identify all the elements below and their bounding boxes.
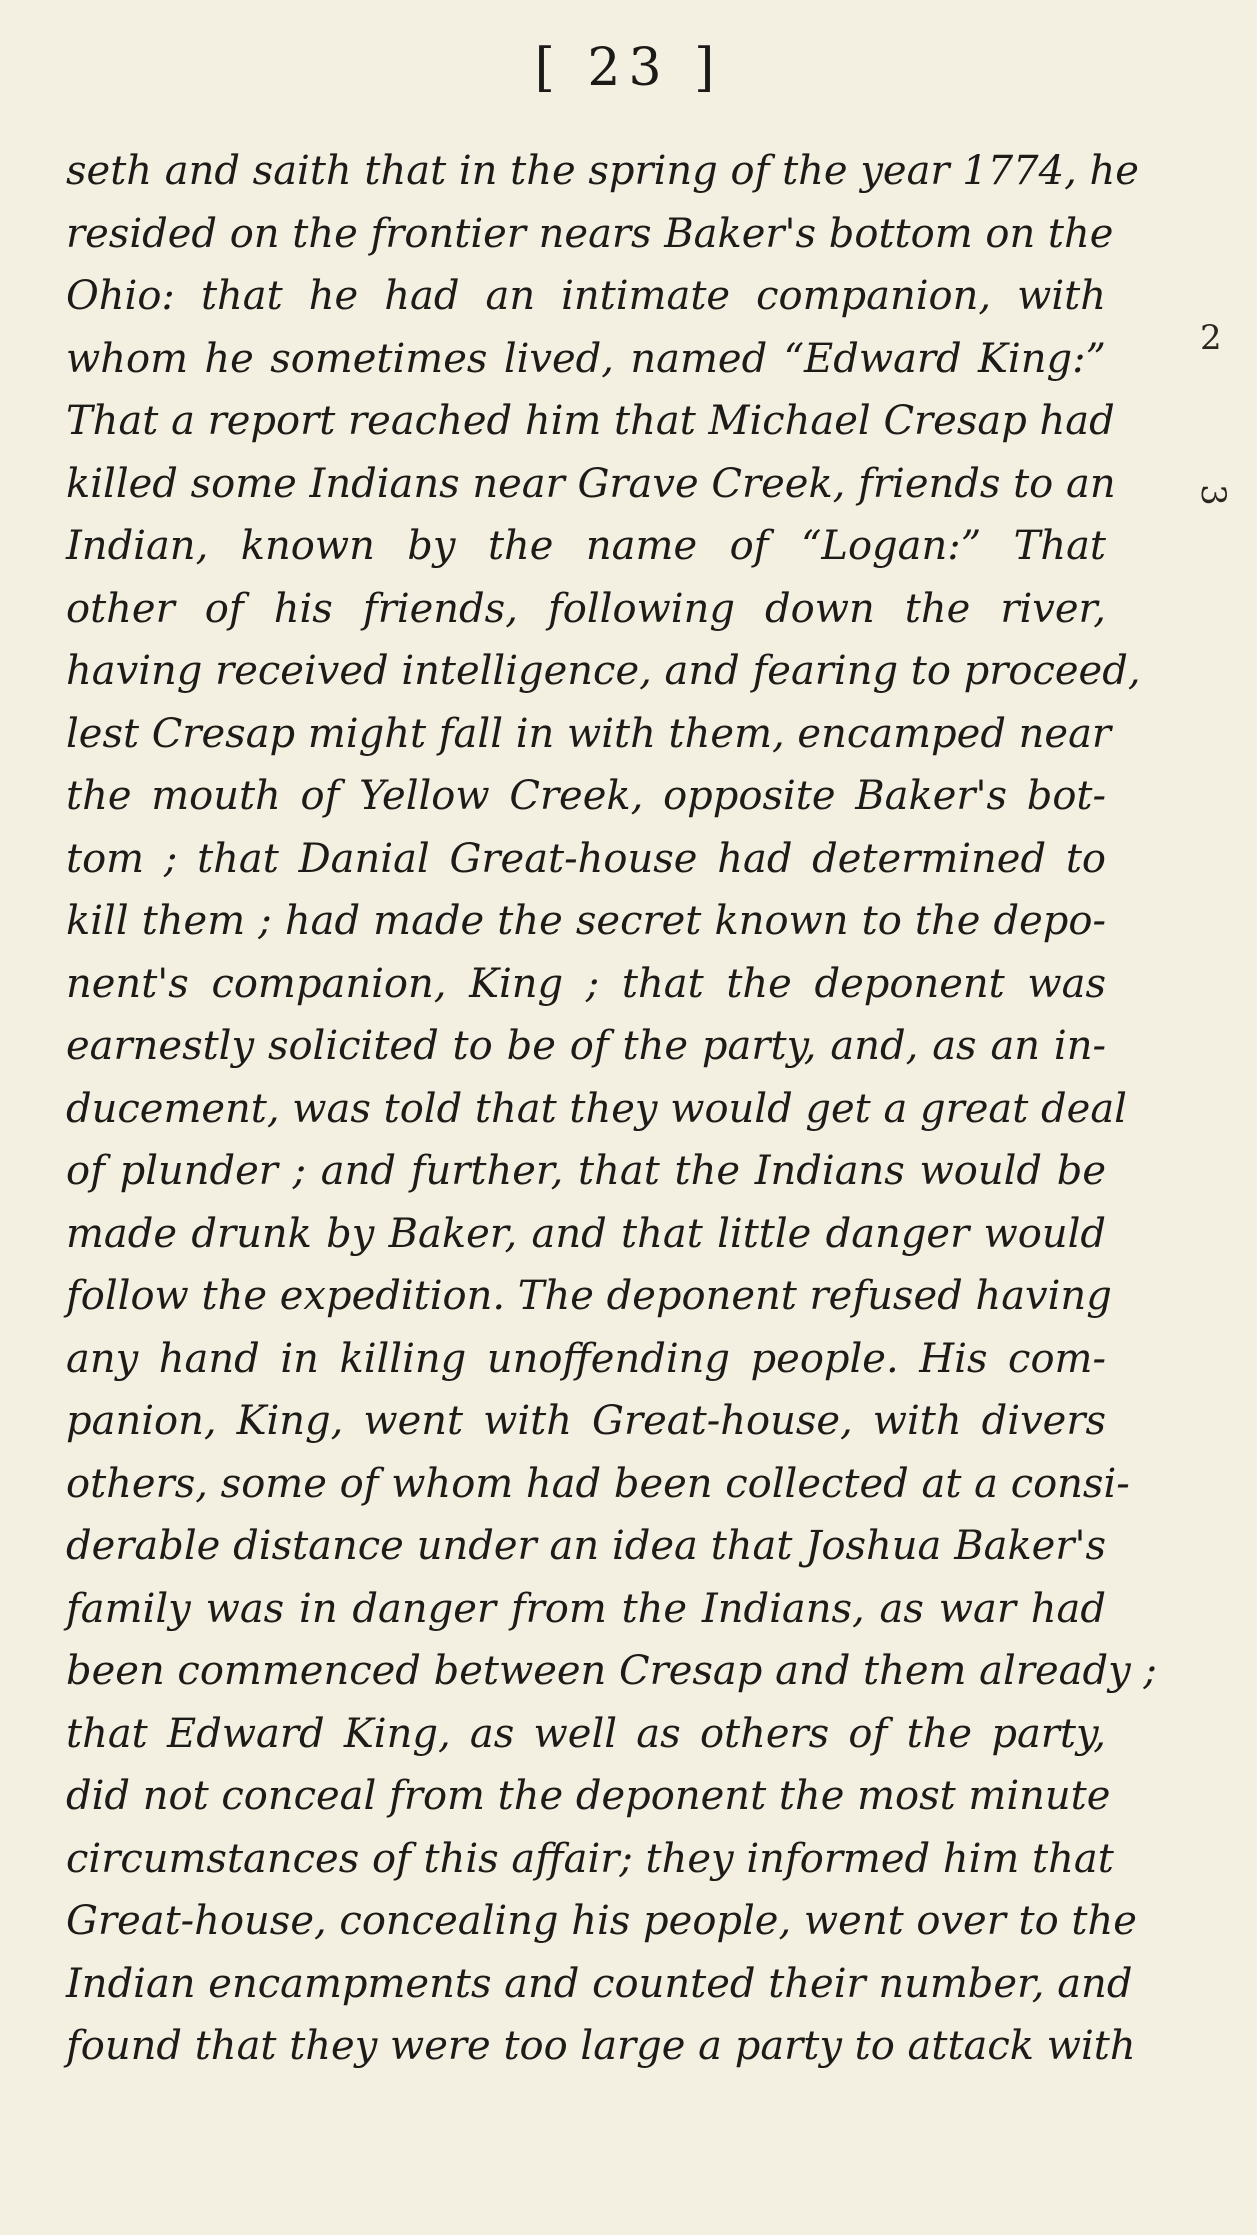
text-line: panion, King, went with Great-house, with divers (66, 1398, 1106, 1444)
text-line: ducement, was told that they would get a great deal (66, 1085, 1127, 1132)
text-line: been commenced between Cresap and them already ; (66, 1648, 1157, 1694)
text-line: did not conceal from the deponent the most minute (66, 1773, 1111, 1819)
text-line: found that they were too large a party to attack with (66, 2023, 1136, 2069)
margin-note-3: 3 (1192, 484, 1233, 506)
text-line: Ohio: that he had an intimate companion, with (66, 273, 1106, 319)
text-line: others, some of whom had been collected at a consi- (66, 1460, 1130, 1507)
text-line: earnestly solicited to be of the party, and, as an in- (66, 1023, 1106, 1069)
text-line: made drunk by Baker, and that little danger would (66, 1210, 1106, 1257)
text-line: other of his friends, following down the river, (66, 585, 1106, 632)
text-line: resided on the frontier nears Baker's bottom on the (66, 210, 1114, 257)
text-line: of plunder ; and further, that the Indians would be (66, 1148, 1106, 1194)
text-line: seth and saith that in the spring of the year 1774, he (66, 148, 1139, 194)
text-line: Great-house, concealing his people, went over to the (66, 1898, 1137, 1944)
text-line: whom he sometimes lived, named “Edward King:” (66, 335, 1106, 382)
text-line: nent's companion, King ; that the deponent was (66, 960, 1106, 1007)
text-line: That a report reached him that Michael Cresap had (66, 398, 1115, 444)
text-line: Indian encampments and counted their number, and (66, 1960, 1133, 2007)
body-text (66, 140, 1157, 2078)
text-line: circumstances of this affair; they informed him that (66, 1835, 1114, 1882)
text-line: that Edward King, as well as others of the party, (66, 1710, 1106, 1757)
text-line: tom ; that Danial Great-house had determined to (66, 835, 1106, 882)
text-line: family was in danger from the Indians, as war had (66, 1585, 1106, 1632)
text-line: the mouth of Yellow Creek, opposite Baker's bot- (66, 773, 1106, 819)
text-line: having received intelligence, and fearing to proceed, (66, 648, 1141, 694)
margin-note-2: 2 (1200, 318, 1222, 358)
text-line: Indian, known by the name of “Logan:” That (66, 523, 1106, 569)
text-line: killed some Indians near Grave Creek, friends to an (66, 460, 1116, 507)
page-number: [ 23 ] (534, 38, 723, 98)
text-line: any hand in killing unoffending people. His com- (66, 1335, 1106, 1382)
text-line: derable distance under an idea that Joshua Baker's (66, 1523, 1106, 1569)
text-line: lest Cresap might fall in with them, encamped near (66, 710, 1112, 757)
text-line: follow the expedition. The deponent refused having (66, 1273, 1112, 1319)
text-line: kill them ; had made the secret known to the depo- (66, 898, 1106, 944)
